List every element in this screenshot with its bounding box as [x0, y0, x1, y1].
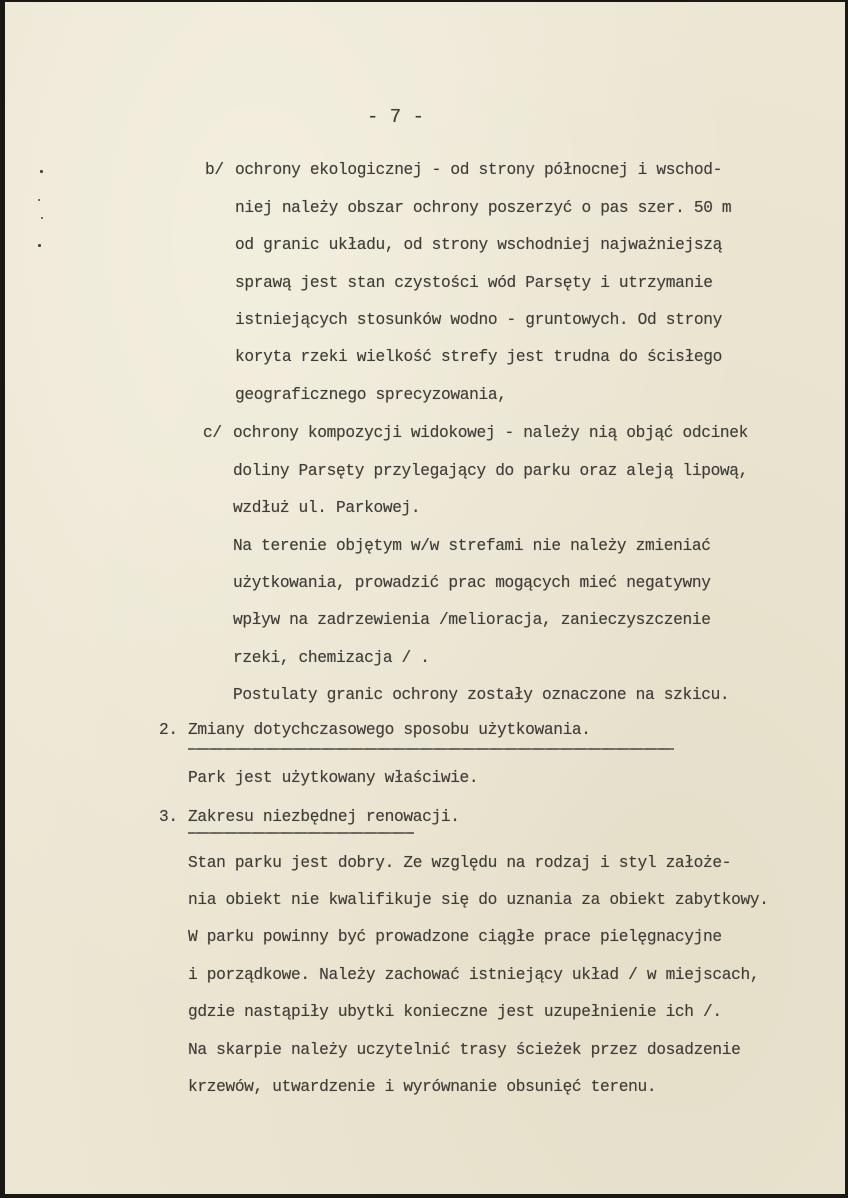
section-b-line: geograficznego sprecyzowania, — [235, 386, 507, 404]
section-c-line: doliny Parsęty przylegający do parku oraz aleją lipową, — [233, 462, 749, 480]
section-2-heading: Zmiany dotychczasowego sposobu użytkowania. — [188, 721, 591, 739]
restrictions-line: użytkowania, prowadzić prac mogących mieć negatywny — [233, 574, 711, 592]
section-2-heading-underline — [188, 748, 674, 750]
postulates-paragraph: Postulaty granic ochrony zostały oznaczone na szkicu. — [233, 686, 730, 704]
section-3-body-line: W parku powinny być prowadzone ciągłe prace pielęgnacyjne — [188, 928, 722, 946]
section-3-heading: Zakresu niezbędnej renowacji. — [188, 808, 460, 826]
section-b-line: sprawą jest stan czystości wód Parsęty i utrzymanie — [235, 274, 713, 292]
section-3-body-line: i porządkowe. Należy zachować istniejący układ / w miejscach, — [188, 966, 760, 984]
section-b-line: niej należy obszar ochrony poszerzyć o pas szer. 50 m — [235, 199, 732, 217]
restrictions-line: rzeki, chemizacja / . — [233, 649, 430, 667]
section-b-line: koryta rzeki wielkość strefy jest trudna do ścisłego — [235, 348, 722, 366]
margin-speck — [38, 244, 41, 247]
section-b-line: ochrony ekologicznej - od strony północnej i wschod- — [235, 161, 722, 179]
margin-speck — [41, 217, 43, 219]
section-b-line: od granic układu, od strony wschodniej najważniejszą — [235, 236, 722, 254]
section-c-line: wzdłuż ul. Parkowej. — [233, 499, 421, 517]
section-3-body-line: nia obiekt nie kwalifikuje się do uznania za obiekt zabytkowy. — [188, 891, 769, 909]
restrictions-line: Na terenie objętym w/w strefami nie należy zmieniać — [233, 537, 711, 555]
section-3-heading-underline — [188, 832, 414, 834]
section-b-line: istniejących stosunków wodno - gruntowych. Od strony — [235, 311, 722, 329]
section-3-number: 3. — [159, 808, 178, 826]
section-2-number: 2. — [159, 721, 178, 739]
margin-speck — [38, 199, 40, 201]
section-c-label: c/ — [203, 424, 222, 442]
section-b-label: b/ — [205, 161, 224, 179]
section-3-body-line: krzewów, utwardzenie i wyrównanie obsunięć terenu. — [188, 1078, 657, 1096]
page-number: - 7 - — [367, 106, 425, 128]
document-page — [5, 2, 845, 1194]
margin-speck — [40, 170, 43, 173]
restrictions-line: wpływ na zadrzewienia /melioracja, zanieczyszczenie — [233, 611, 711, 629]
section-2-body: Park jest użytkowany właściwie. — [188, 769, 479, 787]
section-3-body-line: Na skarpie należy uczytelnić trasy ścieżek przez dosadzenie — [188, 1041, 741, 1059]
section-3-body-line: Stan parku jest dobry. Ze względu na rodzaj i styl założe- — [188, 854, 732, 872]
section-3-body-line: gdzie nastąpiły ubytki konieczne jest uzupełnienie ich /. — [188, 1003, 722, 1021]
section-c-line: ochrony kompozycji widokowej - należy nią objąć odcinek — [233, 424, 749, 442]
